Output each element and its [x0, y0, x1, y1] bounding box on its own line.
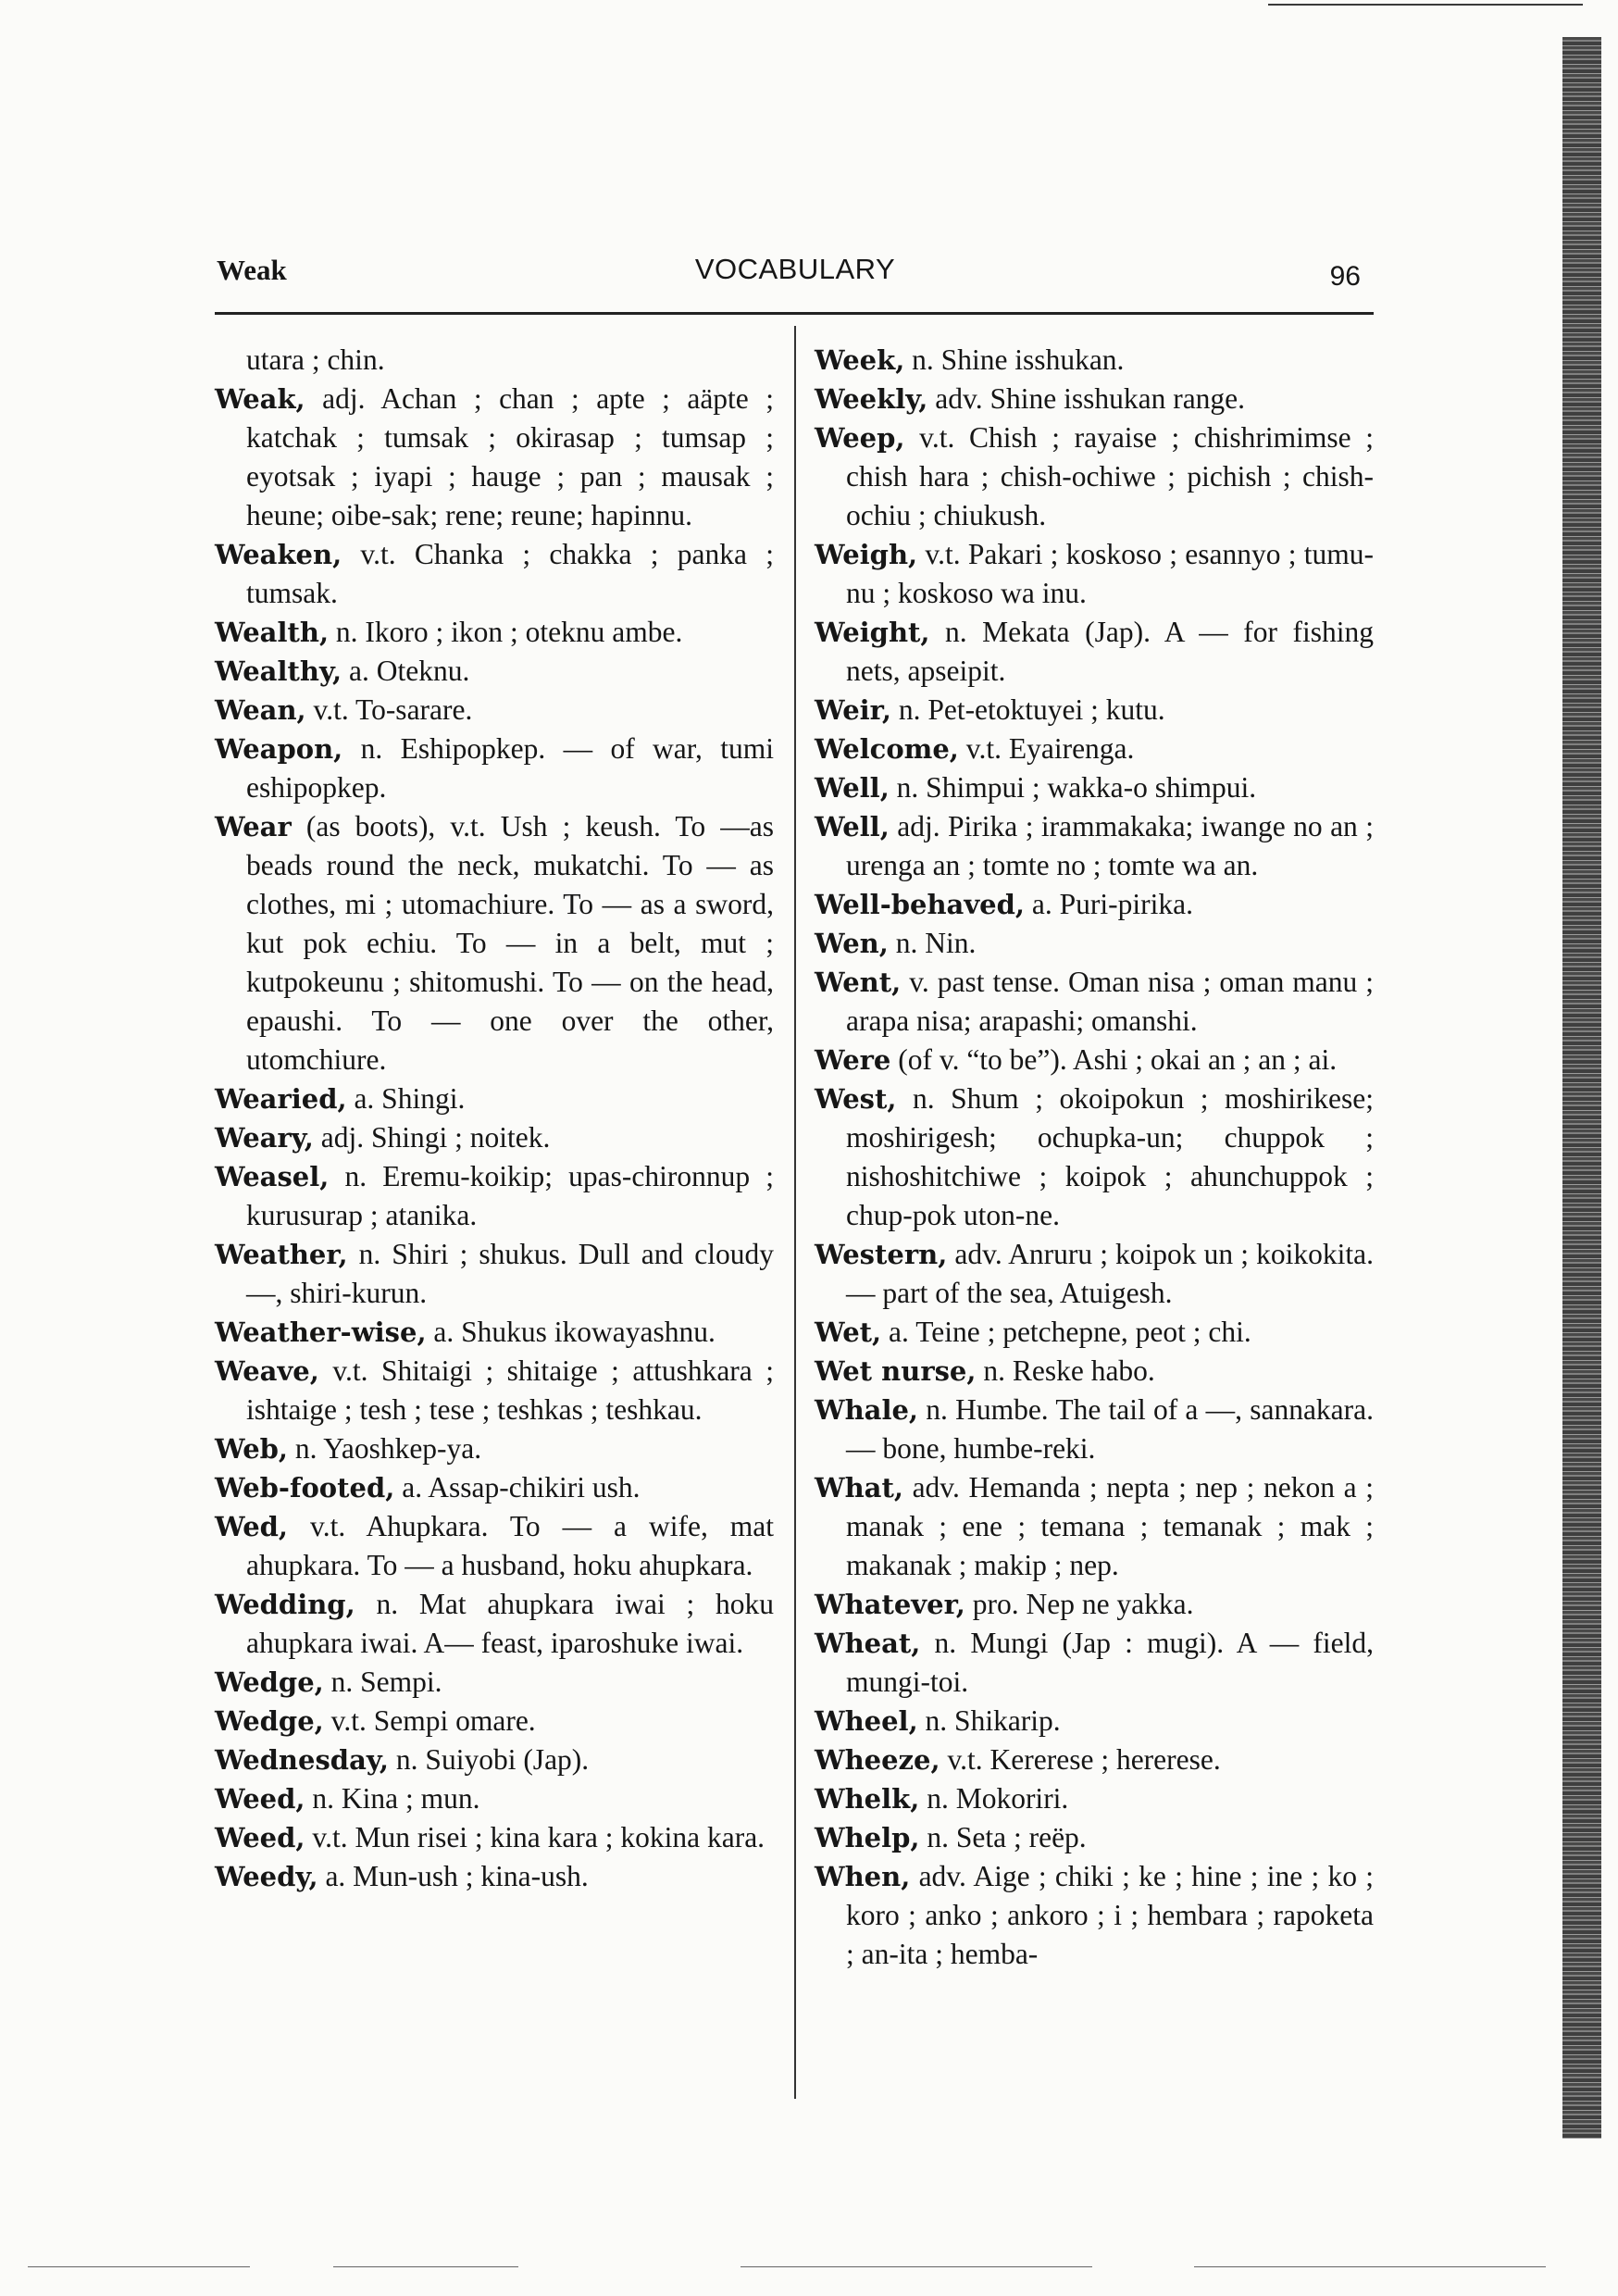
dictionary-entry — [215, 1352, 774, 1429]
dictionary-entry — [215, 1857, 774, 1896]
entry-definition: n. Reske habo. — [983, 1354, 1155, 1387]
dictionary-entry — [815, 1391, 1374, 1468]
dictionary-entry — [215, 1585, 774, 1663]
dictionary-entry — [215, 380, 774, 535]
entry-headword: Weather-wise, — [215, 1316, 427, 1348]
entry-definition: v.t. Pakari ; koskoso ; esannyo ; tumu-nu ; koskoso wa inu. — [846, 538, 1375, 609]
entry-definition: v.t. Chanka ; chakka ; panka ; tumsak. — [246, 538, 774, 609]
column-divider — [794, 326, 796, 2099]
entry-headword: Wedge, — [215, 1705, 324, 1737]
entry-headword: Weep, — [815, 422, 905, 454]
page-binding-edge — [1562, 37, 1601, 2139]
entry-headword: When, — [815, 1861, 911, 1892]
dictionary-entry — [215, 1313, 774, 1352]
entry-definition: a. Oteknu. — [349, 655, 470, 687]
dictionary-entry — [215, 1507, 774, 1585]
entry-definition: a. Mun-ush ; kina-ush. — [325, 1860, 589, 1892]
entry-definition: n. Mokoriri. — [927, 1782, 1069, 1815]
entry-headword: Wealth, — [215, 617, 330, 648]
entry-definition: n. Suiyobi (Jap). — [395, 1743, 590, 1776]
entry-headword: Wearied, — [215, 1083, 347, 1115]
dictionary-entry — [815, 1741, 1374, 1779]
entry-headword: Wen, — [815, 928, 889, 959]
entry-headword: Wedding, — [215, 1589, 355, 1620]
entry-definition: utara ; chin. — [246, 343, 385, 376]
entry-headword: Web, — [215, 1433, 289, 1465]
dictionary-entry — [815, 1857, 1374, 1974]
entry-headword: Weed, — [215, 1822, 305, 1853]
page-number: 96 — [1329, 261, 1361, 292]
dictionary-entry — [815, 1468, 1374, 1585]
entry-headword: Wheel, — [815, 1705, 918, 1737]
dictionary-entry — [815, 807, 1374, 885]
entry-definition: a. Shukus ikowayashnu. — [433, 1316, 716, 1348]
entry-definition: adv. Hemanda ; nepta ; nep ; nekon a ; manak ; ene ; temana ; temanak ; mak ; makanak ; makip ; nep. — [846, 1471, 1374, 1581]
dictionary-entry — [215, 535, 774, 613]
bottom-scan-line — [1194, 2266, 1546, 2267]
entry-definition: v.t. Shitaigi ; shitaige ; attushkara ; ishtaige ; tesh ; tese ; teshkas ; teshkau. — [246, 1354, 775, 1426]
entry-definition: adv. Aige ; chiki ; ke ; hine ; ine ; ko ; koro ; anko ; ankoro ; i ; hembara ; rapoketa ; an-ita ; hemba- — [846, 1860, 1374, 1970]
dictionary-entry — [815, 613, 1374, 691]
entry-headword: West, — [815, 1083, 897, 1115]
entry-headword: Weight, — [815, 617, 930, 648]
dictionary-entry — [215, 613, 774, 652]
dictionary-entry — [815, 963, 1374, 1041]
entry-definition: n. Shikarip. — [925, 1704, 1061, 1737]
dictionary-entry — [215, 1235, 774, 1313]
entry-definition: v.t. Kererese ; hererese. — [947, 1743, 1221, 1776]
dictionary-entry — [815, 1313, 1374, 1352]
dictionary-entry — [815, 1235, 1374, 1313]
entry-headword: Wealthy, — [215, 655, 342, 687]
dictionary-entry — [215, 1663, 774, 1702]
entry-headword: Week, — [815, 344, 905, 376]
entry-definition: n. Ikoro ; ikon ; oteknu ambe. — [335, 616, 683, 648]
entry-definition: adv. Anruru ; koipok un ; koikokita.— part of the sea, Atuigesh. — [846, 1238, 1375, 1309]
bottom-scan-line — [333, 2266, 518, 2267]
entry-headword: Weaken, — [215, 539, 342, 570]
entry-headword: What, — [815, 1472, 903, 1504]
entry-definition: n. Kina ; mun. — [312, 1782, 480, 1815]
dictionary-entry — [815, 1818, 1374, 1857]
entry-definition: v. past tense. Oman nisa ; oman manu ; arapa nisa; arapashi; omanshi. — [846, 966, 1374, 1037]
entry-headword: Whelp, — [815, 1822, 920, 1853]
entry-headword: Weekly, — [815, 383, 928, 415]
dictionary-entry — [215, 691, 774, 730]
running-title: VOCABULARY — [694, 253, 896, 285]
bottom-scan-line — [741, 2266, 1092, 2267]
entry-headword: Weary, — [215, 1122, 314, 1154]
left-column — [215, 341, 774, 1896]
entry-definition: adj. Achan ; chan ; apte ; aäpte ; katchak ; tumsak ; okirasap ; tumsap ; eyotsak ; iyapi ; hauge ; pan ; mausak ; heune; oibe-sak; rene; reune; hapinnu. — [246, 382, 774, 531]
dictionary-entry — [815, 380, 1374, 418]
entry-definition: adj. Pirika ; irammakaka; iwange no an ; urenga an ; tomte no ; tomte wa an. — [846, 810, 1374, 881]
entry-definition: (of v. “to be”). Ashi ; okai an ; an ; ai. — [898, 1043, 1338, 1076]
entry-headword: Weave, — [215, 1355, 319, 1387]
entry-headword: Wet nurse, — [815, 1355, 977, 1387]
entry-headword: Weather, — [215, 1239, 348, 1270]
header-rule — [215, 312, 1374, 315]
dictionary-entry — [815, 691, 1374, 730]
dictionary-entry — [815, 1702, 1374, 1741]
entry-definition: n. Mat ahupkara iwai ; hoku ahupkara iwai. A— feast, iparoshuke iwai. — [246, 1588, 775, 1659]
entry-headword: Were — [815, 1044, 891, 1076]
dictionary-entry — [215, 1818, 774, 1857]
dictionary-entry — [215, 1157, 774, 1235]
entry-headword: Western, — [815, 1239, 948, 1270]
entry-definition: n. Eshipopkep. — of war, tumi eshipopkep. — [246, 732, 775, 804]
dictionary-entry — [815, 768, 1374, 807]
entry-definition: v.t. Mun risei ; kina kara ; kokina kara. — [312, 1821, 765, 1853]
entry-definition: v.t. Chish ; rayaise ; chishrimimse ; chish hara ; chish-ochiwe ; pichish ; chish-ochiu ; chiukush. — [846, 421, 1375, 531]
entry-headword: Went, — [815, 967, 902, 998]
dictionary-entry — [215, 1118, 774, 1157]
entry-headword: Wheat, — [815, 1628, 921, 1659]
entry-headword: Whelk, — [815, 1783, 920, 1815]
dictionary-entry — [215, 1079, 774, 1118]
entry-definition: n. Eremu-koikip; upas-chironnup ; kurusurap ; atanika. — [246, 1160, 774, 1231]
entry-definition: adj. Shingi ; noitek. — [320, 1121, 551, 1154]
entry-definition: n. Shiri ; shukus. Dull and cloudy —, shiri-kurun. — [246, 1238, 774, 1309]
dictionary-entry — [215, 1741, 774, 1779]
entry-headword: Wean, — [215, 694, 306, 726]
entry-headword: Wet, — [815, 1316, 882, 1348]
entry-headword: Well-behaved, — [815, 889, 1026, 920]
dictionary-entry — [215, 1779, 774, 1818]
dictionary-entry — [815, 418, 1374, 535]
entry-headword: Wed, — [215, 1511, 289, 1542]
entry-definition: a. Puri-pirika. — [1031, 888, 1193, 920]
entry-definition: n. Pet-etoktuyei ; kutu. — [898, 693, 1165, 726]
entry-definition: v.t. To-sarare. — [313, 693, 473, 726]
dictionary-entry — [815, 341, 1374, 380]
entry-definition: v.t. Eyairenga. — [965, 732, 1135, 765]
dictionary-entry — [815, 1624, 1374, 1702]
entry-headword: Weak, — [215, 383, 305, 415]
dictionary-entry — [815, 885, 1374, 924]
entry-headword: Web-footed, — [215, 1472, 395, 1504]
dictionary-entry — [215, 730, 774, 807]
dictionary-entry — [815, 924, 1374, 963]
entry-definition: n. Shimpui ; wakka-o shimpui. — [896, 771, 1257, 804]
entry-headword: Wednesday, — [215, 1744, 390, 1776]
entry-definition: n. Seta ; reëp. — [927, 1821, 1087, 1853]
bottom-scan-line — [28, 2266, 250, 2267]
entry-definition: n. Sempi. — [330, 1666, 442, 1698]
right-column — [815, 341, 1374, 1974]
entry-headword: Whatever, — [815, 1589, 965, 1620]
entry-headword: Weigh, — [815, 539, 918, 570]
entry-definition: n. Nin. — [895, 927, 977, 959]
entry-definition: a. Shingi. — [354, 1082, 466, 1115]
entry-definition: n. Shine isshukan. — [912, 343, 1125, 376]
entry-definition: a. Assap-chikiri ush. — [402, 1471, 641, 1504]
top-edge-rule — [1268, 4, 1583, 6]
dictionary-entry — [815, 535, 1374, 613]
dictionary-entry — [815, 1079, 1374, 1235]
entry-headword: Weapon, — [215, 733, 343, 765]
entry-headword: Weed, — [215, 1783, 305, 1815]
entry-definition: (as boots), v.t. Ush ; keush. To —as beads round the neck, mukatchi. To — as clothes, mi ; utomachiure. To — as a sword, kut pok echiu. To — in a belt, mut ; kutpokeunu ; shitomushi. To — on the head, epaushi. To — one over the other, utomchiure. — [246, 810, 774, 1076]
entry-definition: adv. Shine isshukan range. — [935, 382, 1246, 415]
entry-headword: Wedge, — [215, 1666, 324, 1698]
dictionary-entry — [815, 1585, 1374, 1624]
entry-definition: n. Mekata (Jap). A — for fishing nets, apseipit. — [846, 616, 1375, 687]
entry-definition: v.t. Sempi omare. — [330, 1704, 536, 1737]
entry-definition: pro. Nep ne yakka. — [972, 1588, 1194, 1620]
dictionary-entry — [815, 1352, 1374, 1391]
entry-headword: Weasel, — [215, 1161, 330, 1192]
entry-headword: Wheeze, — [815, 1744, 940, 1776]
entry-definition: a. Teine ; petchepne, peot ; chi. — [889, 1316, 1251, 1348]
running-header — [213, 250, 1377, 306]
entry-headword: Well, — [815, 811, 890, 842]
guide-word: Weak — [217, 254, 287, 286]
entry-definition: n. Mungi (Jap : mugi). A — field, mungi-toi. — [846, 1627, 1374, 1698]
dictionary-entry — [815, 730, 1374, 768]
dictionary-entry — [215, 1702, 774, 1741]
dictionary-entry — [215, 807, 774, 1079]
dictionary-entry — [215, 652, 774, 691]
entry-headword: Weedy, — [215, 1861, 318, 1892]
dictionary-entry — [215, 1429, 774, 1468]
dictionary-entry — [215, 341, 774, 380]
entry-definition: v.t. Ahupkara. To — a wife, mat ahupkara. To — a husband, hoku ahupkara. — [246, 1510, 775, 1581]
entry-headword: Wear — [215, 811, 292, 842]
dictionary-entry — [815, 1041, 1374, 1079]
entry-headword: Well, — [815, 772, 890, 804]
entry-definition: n. Humbe. The tail of a —, sannakara. — bone, humbe-reki. — [846, 1393, 1375, 1465]
entry-definition: n. Shum ; okoipokun ; moshirikese; moshirigesh; ochupka-un; chuppok ; nishoshitchiwe ; koipok ; ahunchuppok ; chup-pok uton-ne. — [846, 1082, 1374, 1231]
entry-definition: n. Yaoshkep-ya. — [294, 1432, 482, 1465]
entry-headword: Welcome, — [815, 733, 959, 765]
entry-headword: Whale, — [815, 1394, 919, 1426]
dictionary-entry — [815, 1779, 1374, 1818]
entry-headword: Weir, — [815, 694, 891, 726]
dictionary-entry — [215, 1468, 774, 1507]
